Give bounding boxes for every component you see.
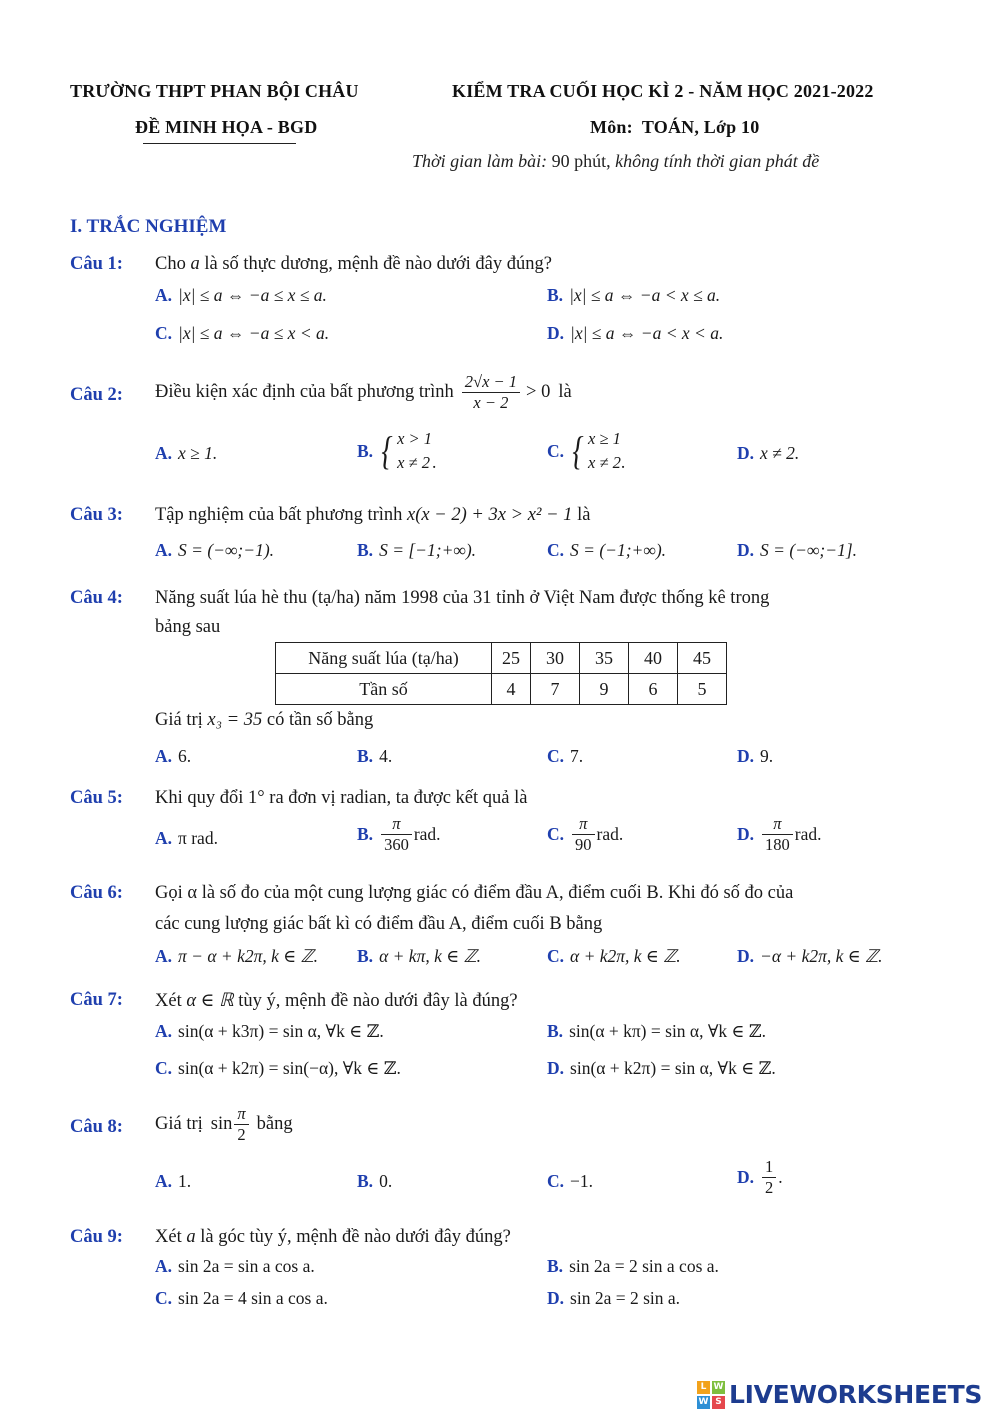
question-text-cont — [155, 710, 373, 731]
q4-expression: x₃ = 35 — [207, 710, 263, 730]
question-text — [155, 990, 518, 1012]
option-b[interactable] — [357, 427, 436, 475]
period: . — [432, 452, 437, 472]
q5-text-b: ra đơn vị radian, ta được kết quả là — [269, 788, 528, 808]
question-label: Câu 6: — [70, 883, 123, 903]
fraction-numerator: π — [234, 1104, 248, 1125]
option-text: |x| ≤ a ⇔ −a < x ≤ a. — [569, 285, 721, 305]
option-label: A. — [155, 285, 173, 305]
option-text: x ≥ 1. — [178, 443, 218, 463]
option-unit: rad. — [596, 824, 624, 844]
subject-label: Môn: — [590, 117, 633, 137]
option-label: B. — [547, 1256, 564, 1276]
option-text: 4. — [379, 746, 393, 766]
table-cell: 4 — [492, 674, 531, 705]
time-line — [412, 151, 819, 172]
q9-text-a: Xét — [155, 1227, 182, 1247]
logo-tile: W — [698, 1396, 709, 1407]
q2-text: Điều kiện xác định của bất phương trình — [155, 382, 454, 402]
option-d[interactable] — [737, 746, 773, 767]
q8-sin: sin — [210, 1114, 233, 1134]
logo-tile: S — [712, 1396, 725, 1409]
option-label: A. — [155, 540, 173, 560]
option-c[interactable] — [547, 946, 681, 967]
option-text: sin(α + k3π) = sin α, ∀k ∈ ℤ. — [178, 1021, 384, 1041]
option-fraction — [572, 814, 595, 855]
question-text — [155, 505, 590, 526]
question-label: Câu 1: — [70, 254, 123, 274]
option-text: x ≠ 2. — [760, 443, 800, 463]
system-row: x ≥ 1 — [588, 429, 621, 448]
fraction-denominator: 180 — [765, 835, 790, 854]
option-label: C. — [155, 323, 173, 343]
option-b[interactable] — [357, 814, 441, 855]
logo-tile: W — [713, 1381, 724, 1392]
option-b[interactable] — [547, 1021, 766, 1042]
option-label: D. — [737, 1167, 755, 1187]
option-text: sin(α + kπ) = sin α, ∀k ∈ ℤ. — [569, 1021, 767, 1041]
fraction-numerator: π — [381, 814, 412, 835]
q1-text-b: là số thực dương, mệnh đề nào dưới đây đúng? — [204, 254, 552, 274]
period: . — [778, 1167, 783, 1187]
option-fraction — [762, 814, 793, 855]
option-label: B. — [357, 540, 374, 560]
option-text: π rad. — [178, 828, 218, 848]
q9-var: a — [186, 1227, 196, 1247]
option-label: B. — [357, 946, 374, 966]
option-text: 1. — [178, 1171, 192, 1191]
logo-icon — [697, 1381, 725, 1409]
question-text: Năng suất lúa hè thu (tạ/ha) năm 1998 của 31 tỉnh ở Việt Nam được thống kê trong — [155, 588, 770, 608]
q8-fraction — [234, 1104, 248, 1145]
option-label: C. — [547, 440, 565, 461]
q4-text-a: Giá trị — [155, 710, 203, 730]
option-b[interactable] — [547, 285, 720, 306]
option-label: A. — [155, 746, 173, 766]
q3-tail: là — [577, 505, 591, 525]
option-text: α + kπ, k ∈ ℤ. — [379, 946, 481, 966]
q2-tail: là — [558, 382, 572, 402]
option-a[interactable] — [155, 1171, 191, 1192]
option-d[interactable] — [737, 1157, 783, 1198]
q5-degree: 1° — [248, 788, 265, 808]
option-label: B. — [547, 1021, 564, 1041]
option-b[interactable] — [357, 540, 476, 561]
question-label: Câu 7: — [70, 990, 123, 1010]
option-text: S = (−∞;−1]. — [760, 540, 858, 560]
option-label: C. — [547, 946, 565, 966]
option-label: D. — [737, 443, 755, 463]
option-c[interactable] — [547, 746, 583, 767]
option-text: sin 2a = 4 sin a cos a. — [178, 1288, 328, 1308]
option-label: D. — [547, 323, 565, 343]
option-text: |x| ≤ a ⇔ −a < x < a. — [570, 323, 724, 343]
q5-text-a: Khi quy đổi — [155, 788, 244, 808]
q3-text: Tập nghiệm của bất phương trình — [155, 505, 403, 525]
q1-text-a: Cho — [155, 254, 186, 274]
question-label: Câu 5: — [70, 788, 123, 808]
question-text — [155, 372, 572, 413]
brace-icon: { — [381, 428, 393, 473]
question-label: Câu 4: — [70, 588, 123, 608]
option-a[interactable] — [155, 285, 327, 306]
q2-numerator: 2√x − 1 — [462, 372, 520, 393]
table-row — [276, 674, 727, 705]
liveworksheets-logo[interactable] — [697, 1380, 982, 1409]
option-unit: rad. — [413, 824, 441, 844]
school-name: TRƯỜNG THPT PHAN BỘI CHÂU — [70, 81, 359, 101]
table-header-cell: Năng suất lúa (tạ/ha) — [276, 643, 492, 674]
table-cell: 45 — [678, 643, 727, 674]
option-b[interactable] — [357, 1171, 392, 1192]
option-label: B. — [547, 285, 564, 305]
option-d[interactable] — [737, 814, 822, 855]
option-c[interactable] — [547, 1171, 593, 1192]
q1-var: a — [190, 254, 200, 274]
time-value: 90 phút, — [551, 151, 611, 171]
option-text: π − α + k2π, k ∈ ℤ. — [178, 946, 318, 966]
brace-icon: { — [572, 428, 584, 473]
option-label: C. — [155, 1058, 173, 1078]
option-label: D. — [737, 746, 755, 766]
option-text: 7. — [570, 746, 584, 766]
question-text — [155, 1227, 511, 1248]
q9-text-b: là góc tùy ý, mệnh đề nào dưới đây đúng? — [200, 1227, 511, 1247]
fraction-numerator: 1 — [762, 1157, 776, 1178]
option-d[interactable] — [737, 946, 882, 967]
option-label: C. — [547, 540, 565, 560]
table-cell: 6 — [629, 674, 678, 705]
q2-relation: > 0 — [526, 382, 551, 402]
q7-expression: α ∈ ℝ — [186, 991, 234, 1011]
option-label: D. — [547, 1058, 565, 1078]
option-label: A. — [155, 1256, 173, 1276]
option-a[interactable] — [155, 746, 191, 767]
option-d[interactable] — [547, 323, 723, 344]
fraction-denominator: 360 — [384, 835, 409, 854]
option-label: C. — [547, 1171, 565, 1191]
option-label: A. — [155, 443, 173, 463]
table-cell: 35 — [580, 643, 629, 674]
option-c[interactable] — [547, 427, 625, 475]
option-text: sin(α + k2π) = sin(−α), ∀k ∈ ℤ. — [178, 1058, 401, 1078]
option-a[interactable] — [155, 946, 318, 967]
option-text: sin 2a = 2 sin a. — [570, 1288, 681, 1308]
question-label: Câu 9: — [70, 1227, 123, 1247]
table-cell: 25 — [492, 643, 531, 674]
option-text: α + k2π, k ∈ ℤ. — [570, 946, 681, 966]
table-row — [276, 643, 727, 674]
option-a[interactable] — [155, 443, 217, 464]
q3-expression: x(x − 2) + 3x > x² − 1 — [407, 505, 573, 525]
option-a[interactable] — [155, 540, 274, 561]
question-text-cont: các cung lượng giác bất kì có điểm đầu A, điểm cuối B bằng — [155, 914, 603, 934]
option-a[interactable] — [155, 828, 218, 849]
option-fraction — [762, 1157, 776, 1198]
option-label: B. — [357, 746, 374, 766]
subject-line — [590, 117, 759, 138]
option-label: A. — [155, 946, 173, 966]
option-d[interactable] — [737, 540, 857, 561]
table-cell: 30 — [531, 643, 580, 674]
option-c[interactable] — [155, 1058, 401, 1079]
q4-text-b: có tần số bằng — [266, 710, 374, 730]
option-c[interactable] — [155, 1288, 328, 1309]
question-text — [155, 1104, 293, 1145]
period: . — [620, 452, 626, 472]
option-d[interactable] — [737, 443, 799, 464]
option-label: C. — [547, 824, 565, 844]
system-row: x ≠ 2 — [397, 453, 430, 472]
option-text: 0. — [379, 1171, 393, 1191]
option-d[interactable] — [547, 1058, 776, 1079]
question-label: Câu 8: — [70, 1117, 123, 1137]
option-label: A. — [155, 1171, 173, 1191]
option-system — [379, 427, 432, 475]
option-b[interactable] — [547, 1256, 719, 1277]
option-label: C. — [547, 746, 565, 766]
q2-denominator: x − 2 — [473, 393, 509, 412]
section-title: I. TRẮC NGHIỆM — [70, 216, 227, 237]
frequency-table — [275, 642, 727, 705]
subject: TOÁN, Lớp 10 — [641, 117, 760, 137]
option-text: |x| ≤ a ⇔ −a ≤ x < a. — [178, 323, 330, 343]
logo-wordmark: LIVEWORKSHEETS — [729, 1380, 983, 1409]
question-text: Gọi α là số đo của một cung lượng giác có điểm đầu A, điểm cuối B. Khi đó số đo của — [155, 883, 794, 903]
option-text: S = (−∞;−1). — [178, 540, 275, 560]
system-row: x > 1 — [397, 429, 433, 448]
system-row: x ≠ 2 — [588, 453, 621, 472]
option-text: 6. — [178, 746, 192, 766]
option-label: D. — [737, 540, 755, 560]
option-a[interactable] — [155, 1256, 315, 1277]
option-label: A. — [155, 828, 173, 848]
q8-tail: bằng — [256, 1114, 293, 1134]
option-label: D. — [547, 1288, 565, 1308]
fraction-numerator: π — [762, 814, 793, 835]
q7-text-a: Xét — [155, 991, 182, 1011]
option-c[interactable] — [155, 323, 329, 344]
option-label: D. — [737, 824, 755, 844]
fraction-denominator: 90 — [575, 835, 592, 854]
option-c[interactable] — [547, 814, 623, 855]
option-fraction — [381, 814, 412, 855]
logo-tile: L — [697, 1381, 710, 1394]
table-cell: 7 — [531, 674, 580, 705]
option-label: D. — [737, 946, 755, 966]
table-cell: 9 — [580, 674, 629, 705]
option-b[interactable] — [357, 746, 392, 767]
option-text: S = (−1;+∞). — [570, 540, 667, 560]
option-label: B. — [357, 1171, 374, 1191]
option-text: S = [−1;+∞). — [379, 540, 477, 560]
question-label: Câu 3: — [70, 505, 123, 525]
fraction-denominator: 2 — [765, 1178, 774, 1197]
question-text — [155, 254, 552, 275]
option-text: |x| ≤ a ⇔ −a ≤ x ≤ a. — [178, 285, 327, 305]
q7-text-b: tùy ý, mệnh đề nào dưới đây là đúng? — [238, 991, 518, 1011]
option-label: B. — [357, 440, 374, 461]
question-label: Câu 2: — [70, 385, 123, 405]
question-text — [155, 788, 527, 809]
q8-text: Giá trị — [155, 1114, 203, 1134]
q2-fraction — [462, 372, 520, 413]
exam-source: ĐỀ MINH HỌA - BGD — [135, 117, 318, 137]
option-system — [570, 427, 621, 475]
table-cell: 5 — [678, 674, 727, 705]
table-cell: 40 — [629, 643, 678, 674]
option-text: sin 2a = sin a cos a. — [178, 1256, 315, 1276]
exam-title: KIỂM TRA CUỐI HỌC KÌ 2 - NĂM HỌC 2021-2022 — [452, 81, 874, 101]
option-label: A. — [155, 1021, 173, 1041]
time-note: không tính thời gian phát đề — [615, 151, 820, 171]
option-text: −1. — [570, 1171, 594, 1191]
time-label: Thời gian làm bài: — [412, 151, 548, 171]
option-d[interactable] — [547, 1288, 680, 1309]
option-b[interactable] — [357, 946, 481, 967]
source-underline — [143, 143, 296, 144]
option-text: sin(α + k2π) = sin α, ∀k ∈ ℤ. — [570, 1058, 776, 1078]
option-c[interactable] — [547, 540, 666, 561]
option-text: sin 2a = 2 sin a cos a. — [569, 1256, 719, 1276]
question-text-cont: bảng sau — [155, 617, 221, 637]
option-label: C. — [155, 1288, 173, 1308]
option-text: 9. — [760, 746, 774, 766]
option-a[interactable] — [155, 1021, 384, 1042]
fraction-denominator: 2 — [237, 1125, 246, 1144]
table-header-cell: Tần số — [276, 674, 492, 705]
option-label: B. — [357, 824, 374, 844]
fraction-numerator: π — [572, 814, 595, 835]
option-unit: rad. — [794, 824, 822, 844]
option-text: −α + k2π, k ∈ ℤ. — [760, 946, 883, 966]
